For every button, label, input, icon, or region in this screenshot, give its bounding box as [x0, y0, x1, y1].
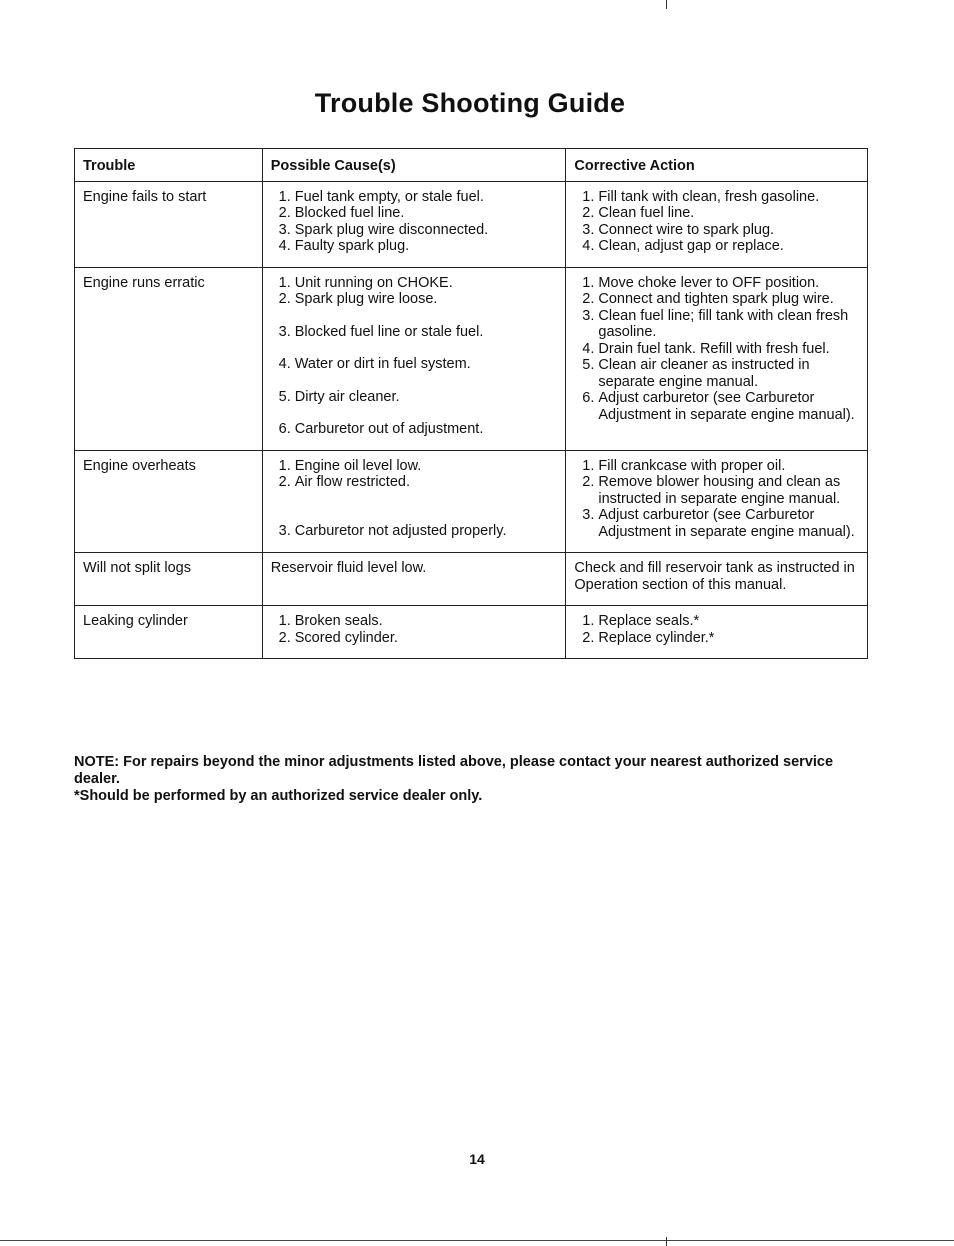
- list-item: 6. Carburetor out of adjustment.: [295, 421, 558, 438]
- list-item: 3. Adjust carburetor (see Carburetor Adjustment in separate engine manual).: [598, 507, 859, 540]
- list-item: 2. Blocked fuel line.: [295, 205, 558, 222]
- actions-list: [574, 613, 859, 646]
- list-item: 4. Clean, adjust gap or replace.: [598, 238, 859, 255]
- page-title: Trouble Shooting Guide: [314, 88, 626, 118]
- actions-cell: [566, 450, 868, 553]
- table-header-row: [75, 149, 868, 182]
- actions-list: [574, 458, 859, 541]
- list-item: 2. Clean fuel line.: [598, 205, 859, 222]
- list-item: 3. Carburetor not adjusted properly.: [295, 523, 558, 540]
- footnote-text: *Should be performed by an authorized service dealer only.: [74, 788, 483, 804]
- causes-cell: [262, 181, 566, 267]
- actions-cell: [566, 267, 868, 450]
- list-item: 1. Move choke lever to OFF position.: [598, 275, 859, 292]
- causes-cell: [262, 606, 566, 659]
- list-item: 5. Clean air cleaner as instructed in separate engine manual.: [598, 357, 859, 390]
- table-row: [75, 553, 868, 606]
- list-item: 1. Engine oil level low.: [295, 458, 558, 475]
- table-row: [75, 181, 868, 267]
- repair-note: [74, 754, 874, 805]
- list-item: 6. Adjust carburetor (see Carburetor Adjustment in separate engine manual).: [598, 390, 859, 423]
- actions-list: [574, 189, 859, 255]
- list-item: 4. Drain fuel tank. Refill with fresh fuel.: [598, 341, 859, 358]
- list-item: 1. Broken seals.: [295, 613, 558, 630]
- trouble-shooting-table: [74, 148, 868, 659]
- list-item: 2. Scored cylinder.: [295, 630, 558, 647]
- list-item: 4. Water or dirt in fuel system.: [295, 356, 558, 373]
- list-item: 3. Spark plug wire disconnected.: [295, 222, 558, 239]
- list-item: 3. Clean fuel line; fill tank with clean fresh gasoline.: [598, 308, 859, 341]
- table-row: [75, 450, 868, 553]
- note-text: NOTE: For repairs beyond the minor adjustments listed above, please contact your nearest authorized service dealer.: [74, 754, 834, 787]
- list-item: 1. Unit running on CHOKE.: [295, 275, 558, 292]
- list-item: 3. Connect wire to spark plug.: [598, 222, 859, 239]
- trouble-cell: Leaking cylinder: [75, 606, 263, 659]
- bottom-rule: [0, 1240, 954, 1241]
- list-item: 1. Fuel tank empty, or stale fuel.: [295, 189, 558, 206]
- actions-cell: Check and fill reservoir tank as instructed in Operation section of this manual.: [566, 553, 868, 606]
- list-item: 2. Air flow restricted.: [295, 474, 558, 491]
- column-header-possible-causes: Possible Cause(s): [262, 149, 566, 182]
- actions-cell: [566, 606, 868, 659]
- table-row: [75, 606, 868, 659]
- causes-list: [271, 613, 558, 646]
- list-item: 1. Fill crankcase with proper oil.: [598, 458, 859, 475]
- causes-cell: Reservoir fluid level low.: [262, 553, 566, 606]
- list-item: 1. Replace seals.*: [598, 613, 859, 630]
- trouble-cell: Engine overheats: [75, 450, 263, 553]
- list-item: 2. Spark plug wire loose.: [295, 291, 558, 308]
- trouble-cell: Will not split logs: [75, 553, 263, 606]
- causes-list: [271, 275, 558, 438]
- column-header-corrective-action: Corrective Action: [566, 149, 868, 182]
- causes-cell: [262, 267, 566, 450]
- page-number: 14: [469, 1151, 485, 1167]
- list-item: 2. Remove blower housing and clean as instructed in separate engine manual.: [598, 474, 859, 507]
- list-item: 5. Dirty air cleaner.: [295, 389, 558, 406]
- causes-cell: [262, 450, 566, 553]
- top-tick-mark: [666, 0, 667, 9]
- list-item: 3. Blocked fuel line or stale fuel.: [295, 324, 558, 341]
- trouble-cell: Engine runs erratic: [75, 267, 263, 450]
- list-item: 1. Fill tank with clean, fresh gasoline.: [598, 189, 859, 206]
- causes-list: [271, 189, 558, 255]
- table-row: [75, 267, 868, 450]
- list-item: 4. Faulty spark plug.: [295, 238, 558, 255]
- actions-cell: [566, 181, 868, 267]
- actions-list: [574, 275, 859, 424]
- trouble-cell: Engine fails to start: [75, 181, 263, 267]
- causes-list: [271, 458, 558, 540]
- list-item: 2. Replace cylinder.*: [598, 630, 859, 647]
- column-header-trouble: Trouble: [75, 149, 263, 182]
- bottom-tick-mark: [666, 1237, 667, 1246]
- list-item: 2. Connect and tighten spark plug wire.: [598, 291, 859, 308]
